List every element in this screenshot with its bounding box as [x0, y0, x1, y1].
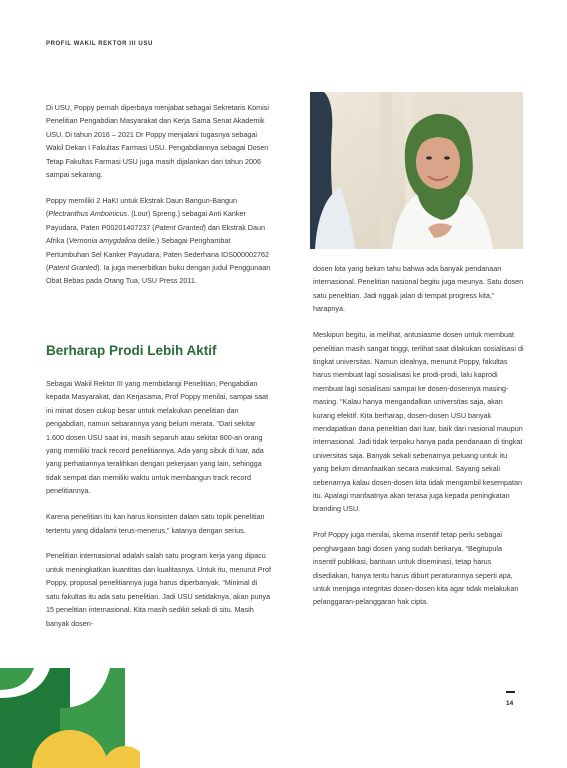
left-bottom-paragraph: Penelitian internasional adalah salah satu program kerja yang dipacu untuk meningkatkan kuantitas dan kualitasnya. Untuk itu, menurut Prof Poppy, proposal penelitiannya juga harus diperbanyak. “Minimal di satu fakultas itu ada satu penelitian. Jadi USU setidaknya, akan punya 15 penelitian internasional. Kita masih sedikit sekali di situ. Masih banyak dosen- [46, 551, 271, 628]
right-paragraph: dosen kita yang belum tahu bahwa ada banyak pendanaan internasional. Penelitian nasional begitu juga meunya. Satu dosen satu penelitian. Jadi nggak jalan di tempat progress kita,” harapnya. [313, 264, 524, 314]
left-column-top [46, 101, 272, 300]
page-number: 14 [506, 700, 514, 707]
page-number-rule [506, 691, 515, 693]
left-bottom-paragraph: Sebagai Wakil Rektor III yang membidangi Penelitian, Pengabdian kepada Masyarakat, dan Kerjasama, Prof Poppy menilai, sampai saat ini minat dosen cukup besar untuk melakukan penelitian dan pengabdian, namun sebarannya yang belum merata. “Dari sekitar 1.600 dosen USU saat ini, masih separuh atau sekitar 800-an orang yang memiliki track record penelitiannya. Ada yang sibuk di luar, ada yang perhatiannya teralihkan dengan pekerjaan yang lain, sehingga tidak sempat dan memiliki waktu untuk membangun track record penelitiannya. [46, 379, 269, 496]
portrait-photo [310, 92, 523, 249]
left-column-bottom [46, 377, 272, 642]
running-header: PROFIL WAKIL REKTOR III USU [46, 41, 153, 47]
corner-decoration [0, 668, 140, 768]
left-top-paragraph: Poppy memiliki 2 HaKI untuk Ekstrak Daun Bangun-Bangun (Plectranthus Amboinicus. (Lour) Spreng.) sebagai Anti Kanker Payudara, Paten P00201407237 (Patent Granted) dan Ekstrak Daun Afrika (Vernonia amygdalina delile.) Sebagai Penghambat Pertumbuhan Sel Kanker Payudara, Paten Sederhana IDS000002762 (Patent Granted). Ia juga menerbitkan buku dengan judul Penggunaan Obat Bebas pada Orang Tua, USU Press 2011. [46, 195, 271, 286]
right-paragraph: Meskipun begitu, ia melihat, antusiasme dosen untuk membuat penelitian masih sangat tinggi, terlihat saat dilakukan sosialisasi di tingkat universitas. Namun idealnya, menurut Poppy, fakultas harus membuat lagi sosialisasi ke prodi-prodi, lalu kaprodi membuat lagi sosialisasi sampai ke dosen-dosennya masing-masing. “Kalau hanya mengandalkan universitas saja, akan kurang efektif. Kita berharap, dosen-dosen USU banyak mendapatkan dana penelitian dari luar, baik dari nasional maupun internasional. Jadi tidak terpaku hanya pada pendanaan di tingkat universitas saja. Banyak sekali sebenarnya peluang untuk itu yang belum dimanfaatkan secara maksimal. Sayang sekali sebenarnya kalau dosen-dosen kita tidak mengambil kesempatan itu. Apalagi manfaatnya akan terasa juga kepada peningkatan branding USU. [313, 330, 524, 514]
left-bottom-paragraph: Karena penelitian itu kan harus konsisten dalam satu topik penelitian tertentu yang didalami terus-menerus,” katanya dengan serius. [46, 512, 265, 535]
left-top-paragraph: Di USU, Poppy pernah diperbaya menjabat sebagai Sekretaris Komisi Penelitian Pengabdian Masyarakat dan Kerja Sama Senat Akademik USU. Di tahun 2016 – 2021 Dr Poppy menjalani tugasnya sebagai Wakil Dekan I Fakultas Farmasi USU. Pengabdiannya sebagai Dosen Tetap Fakultas Farmasi USU juga masih dijalankan dari tahun 2006 sampai sekarang. [46, 103, 269, 180]
right-column [313, 262, 524, 621]
section-heading: Berharap Prodi Lebih Aktif [46, 343, 217, 358]
right-paragraph: Prof Poppy juga menilai, skema insentif tetap perlu sebagai penghargaan bagi dosen yang sudah berkarya. “Begitupula insentif publikasi, bantuan untuk diseminasi, tetap harus disediakan, hanya tentu harus diburt peraturannya seperti apa, untuk menjaga integritas dosen-dosen kita agar tidak melakukan pelanggaran-pelanggaran hak cipta. [313, 530, 519, 607]
